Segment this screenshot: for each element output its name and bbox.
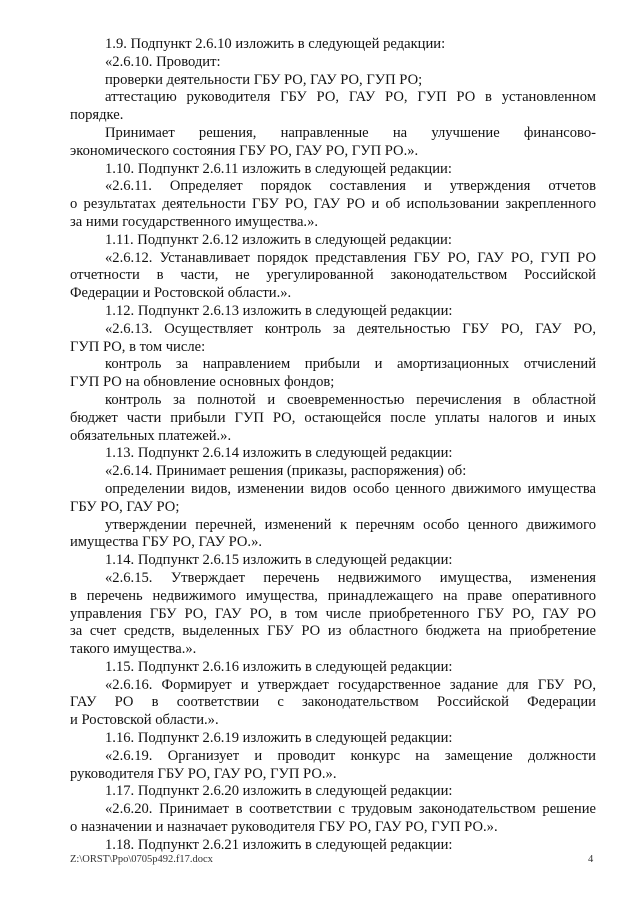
- text-line: экономического состояния ГБУ РО, ГАУ РО, ГУП РО.».: [70, 142, 419, 159]
- text-line: 1.14. Подпункт 2.6.15 изложить в следующей редакции:: [105, 552, 453, 569]
- text-line: 1.12. Подпункт 2.6.13 изложить в следующей редакции:: [105, 302, 453, 319]
- text-line: 1.10. Подпункт 2.6.11 изложить в следующей редакции:: [105, 160, 452, 177]
- text-line: «2.6.13. Осуществляет контроль за деятельностью ГБУ РО, ГАУ РО,: [105, 320, 596, 337]
- text-line: 1.15. Подпункт 2.6.16 изложить в следующей редакции:: [105, 658, 453, 675]
- text-line: ГБУ РО, ГАУ РО;: [70, 498, 180, 515]
- text-line: отчетности в части, не урегулированной законодательством Российской: [70, 267, 596, 284]
- document-body: [70, 36, 596, 855]
- page-number: 4: [588, 854, 594, 865]
- text-line: «2.6.20. Принимает в соответствии с трудовым законодательством решение: [105, 801, 596, 818]
- text-line: за ними государственного имущества.».: [70, 213, 319, 230]
- text-line: 1.9. Подпункт 2.6.10 изложить в следующей редакции:: [105, 36, 446, 52]
- text-line: ГУП РО, в том числе:: [70, 338, 206, 355]
- text-line: имущества ГБУ РО, ГАУ РО.».: [70, 534, 263, 551]
- footer-file-path: Z:\ORST\Ppo\0705p492.f17.docx: [70, 854, 213, 865]
- text-line: 1.18. Подпункт 2.6.21 изложить в следующей редакции:: [105, 836, 453, 853]
- text-line: проверки деятельности ГБУ РО, ГАУ РО, ГУП РО;: [105, 71, 423, 88]
- text-line: Федерации и Ростовской области.».: [70, 285, 292, 302]
- text-line: в перечень недвижимого имущества, принадлежащего на праве оперативного: [70, 587, 596, 604]
- text-line: о результатах деятельности ГБУ РО, ГАУ РО и об использовании закрепленного: [70, 196, 596, 213]
- text-line: о назначении и назначает руководителя ГБУ РО, ГАУ РО, ГУП РО.».: [70, 819, 498, 836]
- text-line: руководителя ГБУ РО, ГАУ РО, ГУП РО.».: [70, 765, 337, 782]
- text-line: 1.11. Подпункт 2.6.12 изложить в следующей редакции:: [105, 231, 452, 248]
- text-line: контроль за направлением прибыли и амортизационных отчислений: [105, 356, 596, 373]
- text-line: 1.13. Подпункт 2.6.14 изложить в следующей редакции:: [105, 445, 453, 462]
- text-line: «2.6.15. Утверждает перечень недвижимого имущества, изменения: [105, 569, 596, 586]
- text-line: 1.17. Подпункт 2.6.20 изложить в следующей редакции:: [105, 783, 453, 800]
- text-line: ГУП РО на обновление основных фондов;: [70, 374, 335, 391]
- text-line: за счет средств, выделенных ГБУ РО из областного бюджета на приобретение: [70, 623, 596, 640]
- text-line: «2.6.11. Определяет порядок составления и утверждения отчетов: [105, 178, 596, 195]
- text-line: «2.6.16. Формирует и утверждает государственное задание для ГБУ РО,: [105, 676, 596, 693]
- text-line: «2.6.14. Принимает решения (приказы, распоряжения) об:: [105, 463, 467, 480]
- text-line: «2.6.19. Организует и проводит конкурс на замещение должности: [105, 747, 596, 764]
- text-line: и Ростовской области.».: [70, 712, 219, 729]
- text-line: Принимает решения, направленные на улучшение финансово-: [105, 124, 596, 141]
- text-line: обязательных платежей.».: [70, 427, 232, 444]
- text-line: «2.6.10. Проводит:: [105, 53, 221, 70]
- text-line: контроль за полнотой и своевременностью перечисления в областной: [105, 391, 596, 408]
- text-line: бюджет части прибыли ГУП РО, остающейся после уплаты налогов и иных: [70, 409, 596, 426]
- text-line: аттестацию руководителя ГБУ РО, ГАУ РО, ГУП РО в установленном: [105, 89, 596, 106]
- text-line: такого имущества.».: [70, 641, 197, 658]
- text-line: «2.6.12. Устанавливает порядок представления ГБУ РО, ГАУ РО, ГУП РО: [105, 249, 596, 266]
- text-line: определении видов, изменении видов особо ценного движимого имущества: [105, 480, 596, 497]
- text-line: порядке.: [70, 107, 124, 124]
- text-line: 1.16. Подпункт 2.6.19 изложить в следующей редакции:: [105, 730, 453, 747]
- text-line: ГАУ РО в соответствии с законодательством Российской Федерации: [70, 694, 596, 711]
- text-line: управления ГБУ РО, ГАУ РО, в том числе приобретенного ГБУ РО, ГАУ РО: [70, 605, 596, 622]
- text-line: утверждении перечней, изменений к перечням особо ценного движимого: [105, 516, 596, 533]
